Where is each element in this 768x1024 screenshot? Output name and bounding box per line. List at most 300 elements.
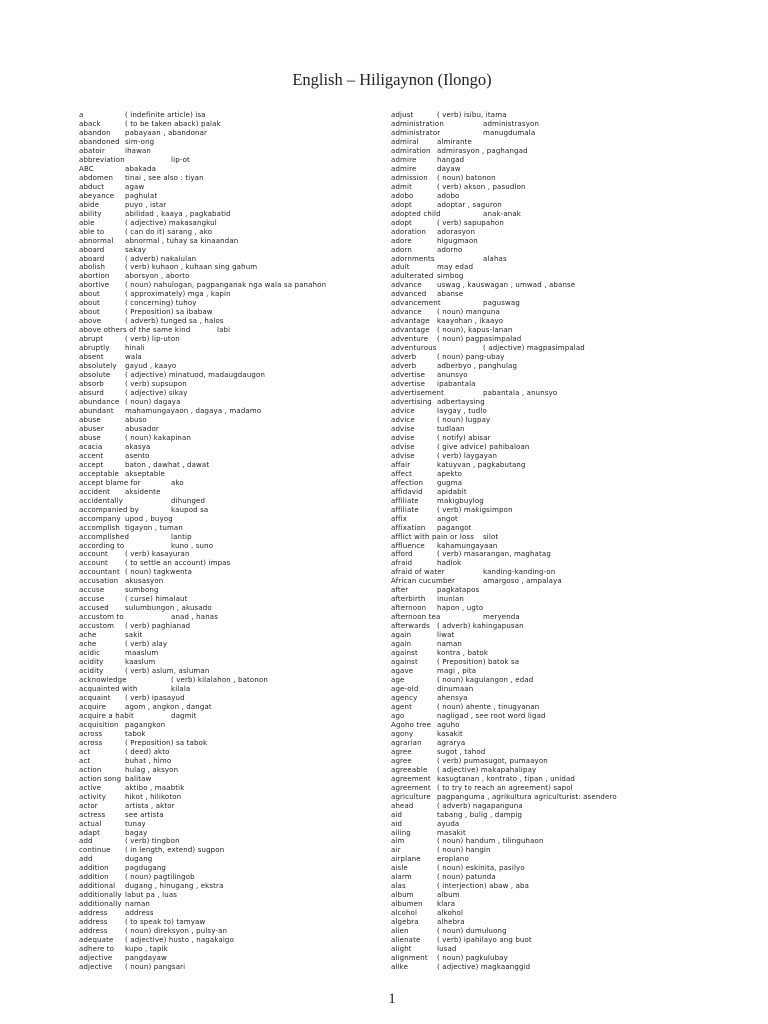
dictionary-entry — [391, 542, 711, 551]
entry-definition: dugang , hinugang , ekstra — [125, 882, 224, 891]
entry-definition: pagpanguma , agrikultura agriculturist: asendero — [437, 792, 617, 801]
entry-definition: inunlan — [437, 595, 464, 604]
entry-definition: adberbyo , panghulag — [437, 362, 518, 371]
dictionary-entry — [391, 407, 711, 416]
dictionary-entry — [79, 793, 379, 802]
dictionary-entry — [391, 353, 711, 362]
dictionary-entry — [79, 748, 379, 757]
entry-term: Agoho tree — [391, 720, 432, 729]
dictionary-entry — [391, 631, 711, 640]
entry-definition: ( verb) alay — [125, 640, 168, 649]
entry-term: adopt — [391, 218, 412, 227]
dictionary-entry — [79, 434, 379, 443]
dictionary-entry — [391, 219, 711, 228]
entry-definition: ihawan — [125, 146, 152, 155]
entry-term: adapt — [79, 828, 100, 837]
entry-definition: anad , hanas — [171, 613, 219, 622]
entry-definition: hapon , ugto — [437, 604, 484, 613]
entry-definition: pabayaan , abandonar — [125, 128, 208, 137]
entry-term: address — [79, 909, 108, 918]
entry-definition: ( deed) akto — [125, 747, 170, 756]
entry-term: abdomen — [79, 173, 114, 182]
entry-definition: ( verb) masarangan, maghatag — [437, 550, 551, 559]
dictionary-entry — [391, 918, 711, 927]
entry-term: ahead — [391, 801, 414, 810]
entry-term: abuser — [79, 424, 104, 433]
entry-term: affiliate — [391, 496, 419, 505]
entry-definition: ayuda — [437, 819, 460, 828]
entry-definition: alhebra — [437, 918, 465, 927]
entry-term: affidavid — [391, 487, 423, 496]
entry-term: afford — [391, 550, 413, 559]
dictionary-entry — [391, 201, 711, 210]
dictionary-entry — [79, 559, 379, 568]
entry-term: absurd — [79, 389, 104, 398]
entry-definition: adobo — [437, 191, 460, 200]
dictionary-entry — [79, 111, 379, 120]
dictionary-entry — [391, 775, 711, 784]
dictionary-entry — [79, 649, 379, 658]
dictionary-entry — [79, 694, 379, 703]
entry-definition: simbog — [437, 272, 464, 281]
entry-term: adequate — [79, 936, 114, 945]
entry-term: ache — [79, 631, 97, 640]
dictionary-entry — [79, 183, 379, 192]
entry-term: affect — [391, 469, 413, 478]
dictionary-entry — [391, 174, 711, 183]
entry-definition: ahensya — [437, 693, 468, 702]
dictionary-entry — [79, 640, 379, 649]
entry-definition: sakit — [125, 631, 143, 640]
entry-definition: ( noun) pang-ubay — [437, 353, 505, 362]
dictionary-entry — [79, 936, 379, 945]
entry-term: additionally — [79, 891, 122, 900]
dictionary-entry — [79, 389, 379, 398]
dictionary-entry — [79, 398, 379, 407]
dictionary-entry — [391, 389, 711, 398]
entry-term: affluence — [391, 541, 425, 550]
entry-definition: akusasyon — [125, 577, 164, 586]
entry-definition: ako — [171, 478, 184, 487]
entry-definition: maaslum — [125, 649, 159, 658]
entry-definition: ( verb) isibu, itama — [437, 111, 507, 119]
entry-definition: ( noun) manguna — [437, 308, 500, 317]
entry-definition: angot — [437, 514, 458, 523]
entry-term: albumen — [391, 900, 423, 909]
entry-definition: abuso — [125, 415, 147, 424]
entry-definition: abanse — [437, 290, 464, 299]
entry-definition: ( verb) ipasayud — [125, 693, 185, 702]
entry-definition: kaupod sa — [171, 505, 209, 514]
dictionary-entry — [79, 909, 379, 918]
dictionary-entry — [391, 837, 711, 846]
dictionary-entry — [79, 362, 379, 371]
entry-term: acknowledge — [79, 676, 127, 685]
entry-definition: almirante — [437, 137, 473, 146]
entry-term: affection — [391, 478, 424, 487]
entry-definition: adorno — [437, 245, 463, 254]
entry-term: abundance — [79, 398, 120, 406]
entry-definition: sulumbungon , akusado — [125, 604, 212, 613]
entry-term: airplane — [391, 855, 421, 864]
entry-definition: pagkatapos — [437, 586, 480, 595]
entry-definition: upod , buyog — [125, 514, 173, 523]
dictionary-entry — [79, 272, 379, 281]
entry-term: a — [79, 111, 84, 119]
entry-definition: ( Preposition) batok sa — [437, 658, 520, 667]
dictionary-entry — [391, 730, 711, 739]
entry-term: adorn — [391, 245, 412, 254]
dictionary-entry — [79, 210, 379, 219]
dictionary-entry — [391, 927, 711, 936]
entry-definition: dagmit — [171, 711, 197, 720]
entry-definition: ( noun) patunda — [437, 873, 496, 882]
dictionary-entry — [79, 739, 379, 748]
dictionary-entry — [79, 927, 379, 936]
entry-term: advertising — [391, 398, 432, 406]
entry-definition: ( noun) pagkulubay — [437, 954, 508, 963]
entry-term: advance — [391, 281, 422, 290]
dictionary-entry — [79, 730, 379, 739]
dictionary-entry — [391, 326, 711, 335]
entry-definition: kuno , suno — [171, 541, 214, 550]
entry-definition: baton , dawhat , dawat — [125, 460, 210, 469]
entry-definition: ( adjective) husto , nagakaigo — [125, 936, 234, 945]
entry-definition: sakay — [125, 245, 147, 254]
entry-term: administrator — [391, 128, 441, 137]
entry-term: absolutely — [79, 362, 117, 371]
dictionary-entry — [391, 479, 711, 488]
dictionary-entry — [79, 308, 379, 317]
dictionary-entry — [391, 640, 711, 649]
entry-definition: ( noun) pagpasimpalad — [437, 335, 522, 344]
entry-definition: klara — [437, 900, 456, 909]
dictionary-entry — [391, 263, 711, 272]
entry-term: abbreviation — [79, 155, 125, 164]
dictionary-entry — [391, 873, 711, 882]
entry-definition: kanding-kanding-on — [483, 568, 556, 577]
dictionary-entry — [391, 963, 711, 972]
entry-term: address — [79, 927, 108, 936]
dictionary-entry — [79, 371, 379, 380]
entry-definition: dayaw — [437, 164, 461, 173]
entry-definition: laygay , tudlo — [437, 406, 487, 415]
entry-definition: meryenda — [483, 613, 520, 622]
dictionary-entry — [391, 443, 711, 452]
dictionary-entry — [391, 829, 711, 838]
dictionary-entry — [391, 676, 711, 685]
entry-definition: bagay — [125, 828, 148, 837]
entry-definition: gayud , kaayo — [125, 362, 177, 371]
dictionary-entry — [79, 416, 379, 425]
entry-term: acquire — [79, 702, 107, 711]
entry-definition: adoptar , saguron — [437, 200, 502, 209]
entry-definition: katuyvan , pagkabutang — [437, 460, 526, 469]
dictionary-entry — [391, 434, 711, 443]
entry-term: abuse — [79, 433, 101, 442]
entry-term: add — [79, 837, 93, 846]
entry-term: advancement — [391, 299, 441, 308]
entry-definition: hangad — [437, 155, 465, 164]
entry-term: accept — [79, 460, 104, 469]
entry-term: adhere to — [79, 945, 115, 954]
entry-term: advantage — [391, 326, 430, 335]
dictionary-entry — [391, 586, 711, 595]
entry-term: alien — [391, 927, 409, 936]
entry-term: afflict with pain or loss — [391, 532, 474, 541]
entry-definition: see artista — [125, 810, 164, 819]
entry-term: acidic — [79, 649, 101, 658]
entry-definition: ( noun) batonon — [437, 173, 496, 182]
entry-definition: ( noun) lugpay — [437, 415, 491, 424]
dictionary-entry — [391, 846, 711, 855]
dictionary-entry — [391, 129, 711, 138]
dictionary-entry — [79, 344, 379, 353]
dictionary-entry — [391, 793, 711, 802]
entry-definition: tunay — [125, 819, 146, 828]
entry-definition: ( concerning) tuhoy — [125, 299, 197, 308]
entry-definition: labut pa , luas — [125, 891, 178, 900]
dictionary-entry — [391, 658, 711, 667]
entry-term: acquire a habit — [79, 711, 134, 720]
entry-definition: naman — [437, 640, 463, 649]
dictionary-entry — [79, 918, 379, 927]
dictionary-entry — [79, 533, 379, 542]
dictionary-entry — [79, 667, 379, 676]
dictionary-entry — [79, 586, 379, 595]
dictionary-entry — [391, 622, 711, 631]
entry-definition: pagangkon — [125, 720, 166, 729]
entry-term: alarm — [391, 873, 412, 882]
entry-term: acceptable — [79, 469, 119, 478]
entry-definition: ( give advice) pahibaloan — [437, 442, 530, 451]
entry-definition: tabang , bulig , dampig — [437, 810, 523, 819]
entry-term: accompanied by — [79, 505, 139, 514]
dictionary-entry — [79, 542, 379, 551]
dictionary-entry — [79, 326, 379, 335]
dictionary-entry — [391, 299, 711, 308]
entry-definition: puyo , istar — [125, 200, 167, 209]
dictionary-entry — [79, 712, 379, 721]
entry-term: actor — [79, 801, 98, 810]
dictionary-entry — [79, 380, 379, 389]
page-number: 1 — [388, 991, 396, 1007]
entry-definition: aksidente — [125, 487, 161, 496]
dictionary-entry — [391, 550, 711, 559]
dictionary-entry — [79, 837, 379, 846]
dictionary-entry — [391, 757, 711, 766]
entry-term: aim — [391, 837, 405, 846]
entry-term: accused — [79, 604, 109, 613]
entry-term: accomplish — [79, 523, 121, 532]
entry-term: adopted child — [391, 209, 441, 218]
entry-definition: nagligad , see root word ligad — [437, 711, 546, 720]
entry-definition: ( noun) dumuluong — [437, 927, 507, 936]
entry-definition: ( adjective) magpasimpalad — [483, 344, 585, 353]
dictionary-entry — [391, 362, 711, 371]
entry-term: alike — [391, 963, 409, 972]
dictionary-entry — [391, 604, 711, 613]
dictionary-entry — [79, 407, 379, 416]
entry-definition: ( verb) aslum, asluman — [125, 667, 210, 676]
dictionary-entry — [391, 210, 711, 219]
entry-definition: ( noun) nahulogan, pagpanganak nga wala sa panahon — [125, 281, 327, 290]
entry-definition: dihunged — [171, 496, 206, 505]
dictionary-entry — [391, 694, 711, 703]
dictionary-entry — [79, 631, 379, 640]
entry-definition: paguswag — [483, 299, 520, 308]
entry-term: adulterated — [391, 272, 434, 281]
entry-term: adult — [391, 263, 410, 272]
entry-definition: ( to speak to) tamyaw — [125, 918, 206, 927]
entry-term: agree — [391, 747, 412, 756]
dictionary-entry — [391, 452, 711, 461]
dictionary-entry — [391, 882, 711, 891]
entry-definition: sugot , tahod — [437, 747, 486, 756]
dictionary-entry — [79, 237, 379, 246]
entry-term: adornments — [391, 254, 435, 263]
entry-term: abatoir — [79, 146, 105, 155]
entry-definition: dugang — [125, 855, 153, 864]
entry-definition: pabantala , anunsyo — [483, 389, 558, 398]
entry-definition: ( verb) supsupon — [125, 380, 187, 389]
entry-definition: lusad — [437, 945, 457, 954]
dictionary-entry — [391, 613, 711, 622]
entry-term: accomplished — [79, 532, 130, 541]
entry-term: alcohol — [391, 909, 418, 918]
dictionary-entry — [79, 568, 379, 577]
entry-term: abolish — [79, 263, 106, 272]
dictionary-entry — [391, 290, 711, 299]
entry-definition: pagdugang — [125, 864, 167, 873]
entry-definition: akseptable — [125, 469, 165, 478]
entry-term: abortive — [79, 281, 110, 290]
dictionary-entry — [79, 353, 379, 362]
entry-term: addition — [79, 864, 109, 873]
entry-definition: abakada — [125, 164, 157, 173]
dictionary-entry — [79, 882, 379, 891]
entry-definition: ( noun) kagulangon , edad — [437, 676, 534, 685]
entry-term: accept blame for — [79, 478, 141, 487]
entry-definition: agom , angkon , dangat — [125, 702, 212, 711]
entry-definition: labi — [217, 326, 231, 335]
entry-definition: ( noun) pagtilingob — [125, 873, 195, 882]
entry-definition: mahamungayaon , dagaya , madamo — [125, 406, 262, 415]
entry-term: accidentally — [79, 496, 123, 505]
dictionary-entry — [391, 802, 711, 811]
dictionary-entry — [79, 811, 379, 820]
entry-term: accustom — [79, 622, 115, 631]
entry-definition: ( adjective) makasangkul — [125, 218, 217, 227]
entry-term: actual — [79, 819, 102, 828]
dictionary-entry — [391, 488, 711, 497]
entry-term: absolute — [79, 371, 111, 380]
dictionary-entry — [79, 138, 379, 147]
entry-definition: ipabantala — [437, 380, 476, 389]
entry-definition: ( verb) kuhaon , kuhaan sing gahum — [125, 263, 258, 272]
entry-definition: ( interjection) abaw , aba — [437, 882, 530, 891]
entry-term: action — [79, 765, 102, 774]
entry-definition: kahamungayaan — [437, 541, 498, 550]
entry-term: algebra — [391, 918, 419, 927]
entry-definition: ( adjective) minatuod, madaugdaugon — [125, 371, 266, 380]
entry-term: air — [391, 846, 401, 855]
dictionary-entry — [391, 138, 711, 147]
entry-definition: kontra , batok — [437, 649, 489, 658]
entry-definition: administrasyon — [483, 119, 540, 128]
entry-term: able — [79, 218, 95, 227]
dictionary-entry — [391, 864, 711, 873]
entry-term: abeyance — [79, 191, 115, 200]
entry-term: account — [79, 559, 108, 568]
entry-definition: lip-ot — [171, 155, 190, 164]
entry-definition: ( to be taken aback) palak — [125, 119, 221, 128]
entry-term: administration — [391, 119, 444, 128]
dictionary-entry — [79, 147, 379, 156]
dictionary-entry — [391, 784, 711, 793]
entry-term: able to — [79, 227, 105, 236]
dictionary-entry — [79, 192, 379, 201]
entry-definition: hikot , hilikoton — [125, 792, 182, 801]
dictionary-entry — [79, 658, 379, 667]
entry-term: accountant — [79, 568, 120, 577]
dictionary-entry — [391, 739, 711, 748]
entry-definition: ( adjective) sikay — [125, 389, 188, 398]
dictionary-entry — [79, 228, 379, 237]
dictionary-entry — [391, 954, 711, 963]
dictionary-entry — [391, 524, 711, 533]
dictionary-entry — [391, 308, 711, 317]
entry-term: advice — [391, 406, 415, 415]
entry-term: again — [391, 631, 412, 640]
dictionary-entry — [79, 945, 379, 954]
entry-term: affix — [391, 514, 408, 523]
entry-definition: ( verb) lip-uton — [125, 335, 180, 344]
dictionary-entry — [79, 873, 379, 882]
entry-definition: hulag , aksyon — [125, 765, 179, 774]
entry-definition: higugmaon — [437, 236, 478, 245]
entry-definition: hadlok — [437, 559, 462, 568]
entry-term: additional — [79, 882, 116, 891]
dictionary-entry — [391, 183, 711, 192]
entry-definition: apekto — [437, 469, 463, 478]
entry-term: admire — [391, 155, 417, 164]
entry-term: agent — [391, 702, 412, 711]
entry-term: agave — [391, 667, 414, 676]
entry-term: abnormal — [79, 236, 114, 245]
entry-term: afternoon — [391, 604, 427, 613]
entry-term: according to — [79, 541, 125, 550]
dictionary-entry — [79, 524, 379, 533]
dictionary-entry — [79, 846, 379, 855]
entry-definition: aborsyon , aborto — [125, 272, 190, 281]
entry-definition: alkohol — [437, 909, 464, 918]
entry-definition: sumbong — [125, 586, 159, 595]
entry-term: adore — [391, 236, 412, 245]
dictionary-entry — [391, 945, 711, 954]
entry-term: across — [79, 738, 103, 747]
dictionary-entry — [391, 255, 711, 264]
entry-term: advantage — [391, 317, 430, 326]
dictionary-entry — [391, 380, 711, 389]
dictionary-entry — [79, 470, 379, 479]
entry-definition: tabok — [125, 729, 146, 738]
entry-definition: tudlaan — [437, 424, 465, 433]
entry-term: actress — [79, 810, 106, 819]
entry-term: adobo — [391, 191, 414, 200]
entry-term: acidity — [79, 667, 104, 676]
entry-term: against — [391, 658, 418, 667]
